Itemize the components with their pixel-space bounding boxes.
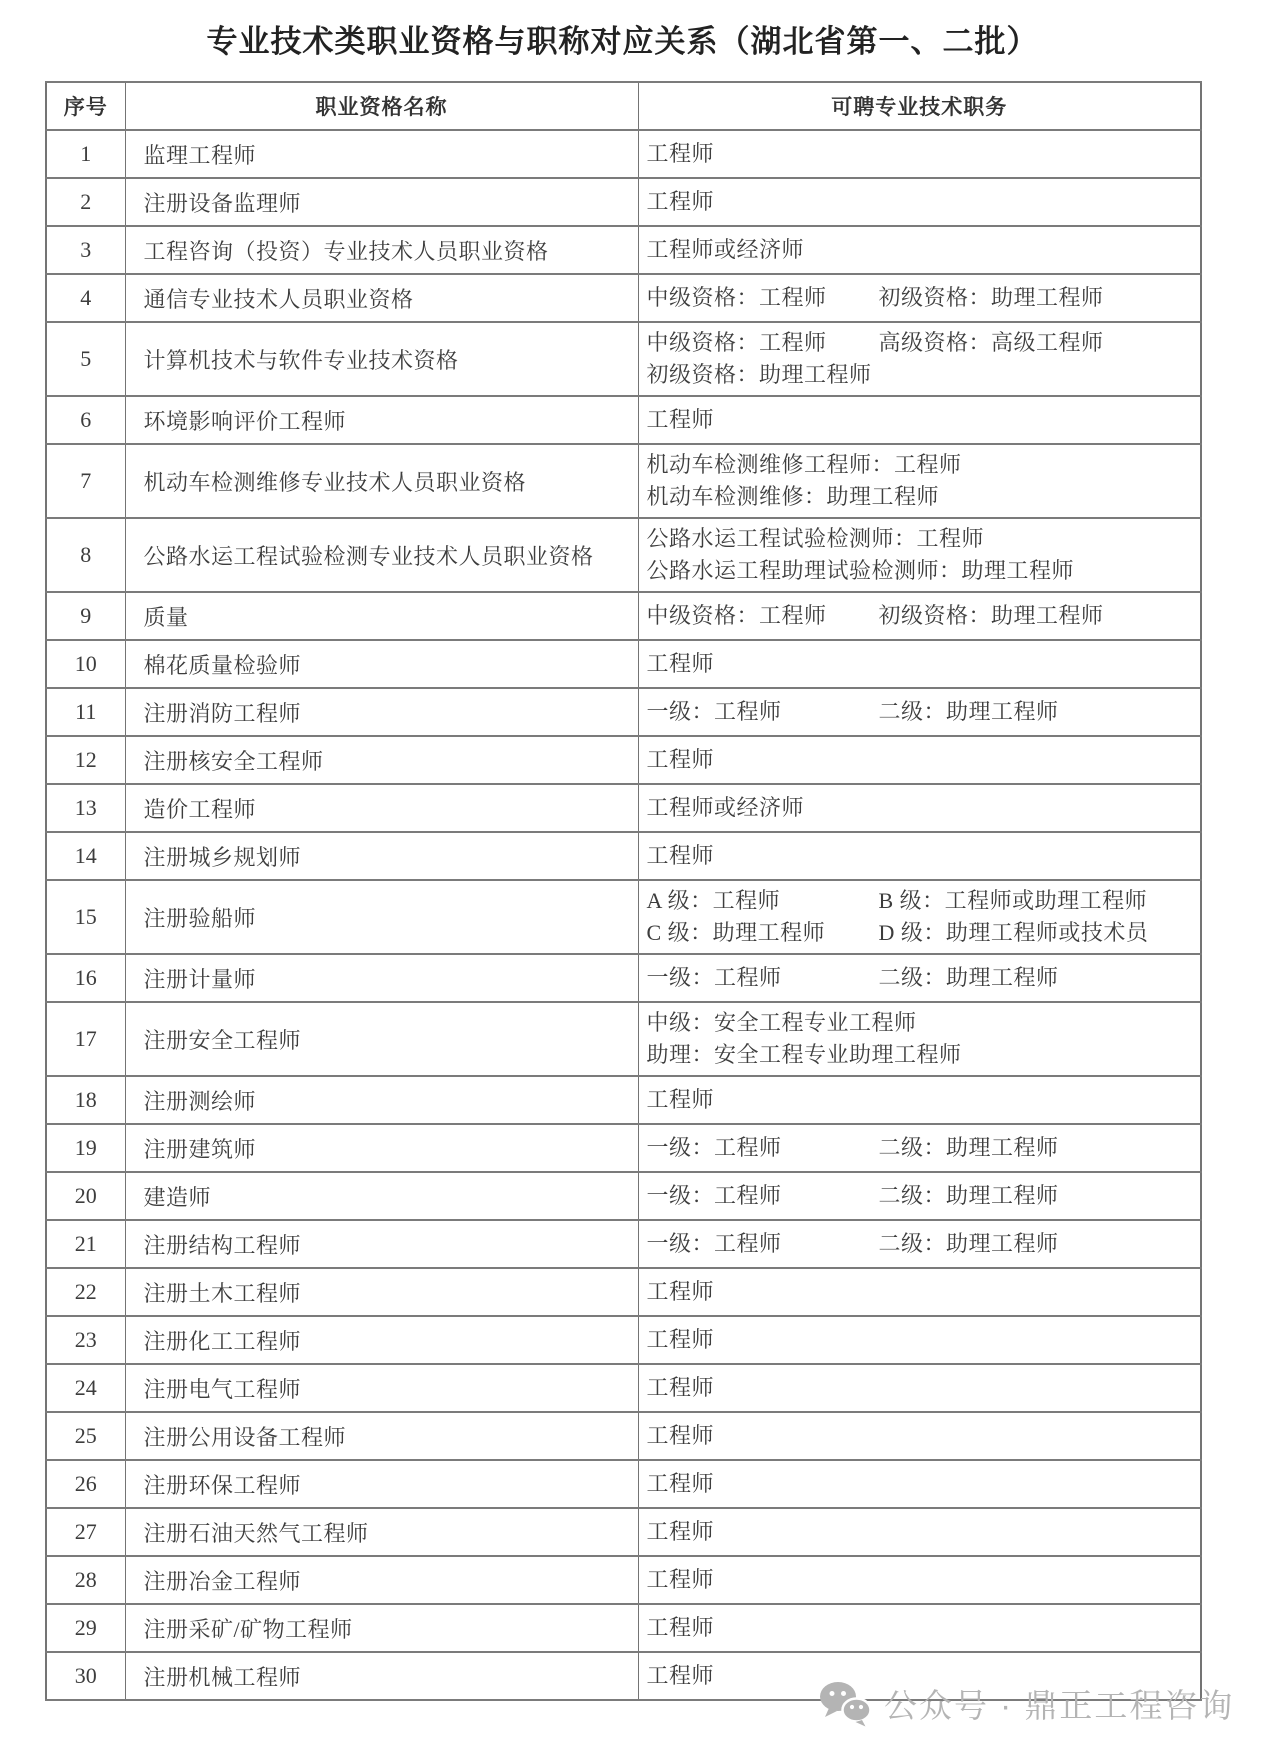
row-serial-number: 14: [46, 832, 125, 880]
titles-line: [647, 744, 1195, 776]
titles-segment: 工程师或经济师: [646, 795, 805, 820]
titles-line: [647, 1420, 1195, 1452]
row-appointable-titles: [638, 1220, 1201, 1268]
row-appointable-titles: [638, 832, 1201, 880]
table-row: [46, 1172, 1201, 1220]
wechat-icon: [818, 1681, 872, 1727]
table-row: [46, 178, 1201, 226]
titles-line: [647, 327, 1195, 359]
row-qualification-name: 注册化工工程师: [125, 1316, 638, 1364]
row-appointable-titles: [638, 274, 1201, 322]
row-appointable-titles: [638, 444, 1201, 518]
titles-line: [647, 792, 1195, 824]
row-serial-number: 20: [46, 1172, 125, 1220]
table-row: [46, 1364, 1201, 1412]
row-appointable-titles: [638, 1460, 1201, 1508]
row-appointable-titles: [638, 784, 1201, 832]
titles-segment: 二级：助理工程师: [878, 965, 1059, 990]
titles-segment: A 级：工程师: [646, 888, 781, 913]
row-serial-number: 29: [46, 1604, 125, 1652]
titles-segment: 工程师: [646, 407, 715, 432]
titles-line: [647, 1084, 1195, 1116]
row-appointable-titles: [638, 736, 1201, 784]
row-appointable-titles: [638, 396, 1201, 444]
row-serial-number: 16: [46, 954, 125, 1002]
watermark: [818, 1680, 1234, 1727]
table-row: [46, 784, 1201, 832]
row-serial-number: 27: [46, 1508, 125, 1556]
titles-segment: 初级资格：助理工程师: [646, 362, 872, 387]
row-appointable-titles: [638, 640, 1201, 688]
titles-segment: 助理：安全工程专业助理工程师: [646, 1042, 962, 1067]
titles-segment: 公路水运工程试验检测师：工程师: [646, 526, 985, 551]
row-serial-number: 8: [46, 518, 125, 592]
table-row: [46, 688, 1201, 736]
row-qualification-name: 注册安全工程师: [125, 1002, 638, 1076]
titles-segment: D 级：助理工程师或技术员: [878, 920, 1149, 945]
titles-line: [647, 404, 1195, 436]
table-row: [46, 880, 1201, 954]
table-row: [46, 1508, 1201, 1556]
table-row: [46, 1002, 1201, 1076]
titles-segment: 二级：助理工程师: [878, 1183, 1059, 1208]
table-row: [46, 1124, 1201, 1172]
titles-segment: 中级：安全工程专业工程师: [646, 1010, 917, 1035]
row-appointable-titles: [638, 1002, 1201, 1076]
row-serial-number: 26: [46, 1460, 125, 1508]
row-appointable-titles: [638, 178, 1201, 226]
row-serial-number: 11: [46, 688, 125, 736]
table-row: [46, 518, 1201, 592]
row-qualification-name: 监理工程师: [125, 130, 638, 178]
titles-segment: 工程师: [646, 1279, 715, 1304]
titles-line: [647, 1276, 1195, 1308]
titles-line: [647, 1612, 1195, 1644]
titles-segment: 初级资格：助理工程师: [878, 285, 1104, 310]
row-appointable-titles: [638, 1316, 1201, 1364]
titles-line: [647, 1039, 1195, 1071]
row-appointable-titles: [638, 1172, 1201, 1220]
table-row: [46, 640, 1201, 688]
titles-segment: B 级：工程师或助理工程师: [878, 888, 1148, 913]
titles-line: [647, 885, 1195, 917]
header-appointable-titles: 可聘专业技术职务: [638, 82, 1201, 130]
table-row: [46, 1604, 1201, 1652]
row-serial-number: 21: [46, 1220, 125, 1268]
titles-segment: 一级：工程师: [646, 1231, 782, 1256]
titles-segment: 工程师: [646, 1375, 715, 1400]
page-title: 专业技术类职业资格与职称对应关系（湖北省第一、二批）: [206, 24, 1039, 59]
row-appointable-titles: [638, 954, 1201, 1002]
row-qualification-name: 注册环保工程师: [125, 1460, 638, 1508]
row-appointable-titles: [638, 1124, 1201, 1172]
row-qualification-name: 注册消防工程师: [125, 688, 638, 736]
row-serial-number: 5: [46, 322, 125, 396]
table-row: [46, 832, 1201, 880]
titles-segment: 机动车检测维修工程师：工程师: [646, 452, 962, 477]
row-qualification-name: 注册核安全工程师: [125, 736, 638, 784]
table-row: [46, 1220, 1201, 1268]
row-serial-number: 30: [46, 1652, 125, 1700]
table-row: [46, 130, 1201, 178]
titles-line: [647, 234, 1195, 266]
row-qualification-name: 计算机技术与软件专业技术资格: [125, 322, 638, 396]
row-qualification-name: 注册城乡规划师: [125, 832, 638, 880]
table-row: [46, 954, 1201, 1002]
titles-line: [647, 523, 1195, 555]
titles-segment: 工程师: [646, 747, 715, 772]
titles-segment: 公路水运工程助理试验检测师：助理工程师: [646, 558, 1075, 583]
row-serial-number: 24: [46, 1364, 125, 1412]
titles-segment: 中级资格：工程师: [646, 285, 827, 310]
titles-line: [647, 1180, 1195, 1212]
titles-segment: 一级：工程师: [646, 965, 782, 990]
titles-segment: 工程师或经济师: [646, 237, 805, 262]
titles-segment: 中级资格：工程师: [646, 603, 827, 628]
titles-line: [647, 840, 1195, 872]
titles-line: [647, 648, 1195, 680]
row-serial-number: 7: [46, 444, 125, 518]
titles-segment: 工程师: [646, 1327, 715, 1352]
row-qualification-name: 注册电气工程师: [125, 1364, 638, 1412]
titles-segment: C 级：助理工程师: [646, 920, 826, 945]
titles-segment: 一级：工程师: [646, 1183, 782, 1208]
row-qualification-name: 注册冶金工程师: [125, 1556, 638, 1604]
table-row: [46, 1076, 1201, 1124]
watermark-text: 公众号 · 鼎正工程咨询: [884, 1687, 1235, 1724]
titles-segment: 二级：助理工程师: [878, 699, 1059, 724]
row-serial-number: 1: [46, 130, 125, 178]
table-row: [46, 736, 1201, 784]
titles-line: [647, 1516, 1195, 1548]
titles-line: [647, 1132, 1195, 1164]
row-appointable-titles: [638, 1556, 1201, 1604]
table-row: [46, 396, 1201, 444]
row-qualification-name: 通信专业技术人员职业资格: [125, 274, 638, 322]
titles-line: [647, 481, 1195, 513]
titles-line: [647, 1324, 1195, 1356]
table-row: [46, 592, 1201, 640]
titles-line: [647, 1564, 1195, 1596]
titles-line: [647, 917, 1195, 949]
table-row: [46, 1460, 1201, 1508]
titles-segment: 中级资格：工程师: [646, 330, 827, 355]
row-qualification-name: 质量: [125, 592, 638, 640]
row-appointable-titles: [638, 688, 1201, 736]
row-qualification-name: 造价工程师: [125, 784, 638, 832]
row-qualification-name: 注册验船师: [125, 880, 638, 954]
row-appointable-titles: [638, 1412, 1201, 1460]
row-appointable-titles: [638, 1076, 1201, 1124]
titles-segment: 高级资格：高级工程师: [878, 330, 1104, 355]
titles-segment: 工程师: [646, 651, 715, 676]
row-serial-number: 4: [46, 274, 125, 322]
titles-line: [647, 138, 1195, 170]
titles-segment: 工程师: [646, 1567, 715, 1592]
row-qualification-name: 工程咨询（投资）专业技术人员职业资格: [125, 226, 638, 274]
row-serial-number: 3: [46, 226, 125, 274]
row-serial-number: 9: [46, 592, 125, 640]
titles-segment: 一级：工程师: [646, 1135, 782, 1160]
row-serial-number: 12: [46, 736, 125, 784]
row-serial-number: 18: [46, 1076, 125, 1124]
table-row: [46, 1268, 1201, 1316]
titles-line: [647, 1228, 1195, 1260]
titles-line: [647, 555, 1195, 587]
titles-segment: 工程师: [646, 1663, 715, 1688]
row-appointable-titles: [638, 130, 1201, 178]
titles-segment: 工程师: [646, 189, 715, 214]
row-qualification-name: 注册公用设备工程师: [125, 1412, 638, 1460]
row-appointable-titles: [638, 322, 1201, 396]
row-qualification-name: 注册设备监理师: [125, 178, 638, 226]
row-serial-number: 22: [46, 1268, 125, 1316]
row-qualification-name: 注册测绘师: [125, 1076, 638, 1124]
row-appointable-titles: [638, 226, 1201, 274]
row-qualification-name: 注册计量师: [125, 954, 638, 1002]
titles-segment: 工程师: [646, 1087, 715, 1112]
row-serial-number: 2: [46, 178, 125, 226]
table-body: [46, 130, 1201, 1700]
row-qualification-name: 棉花质量检验师: [125, 640, 638, 688]
row-serial-number: 17: [46, 1002, 125, 1076]
titles-line: [647, 1007, 1195, 1039]
table-row: [46, 322, 1201, 396]
header-serial-number: 序号: [46, 82, 125, 130]
row-serial-number: 25: [46, 1412, 125, 1460]
row-serial-number: 6: [46, 396, 125, 444]
row-qualification-name: 机动车检测维修专业技术人员职业资格: [125, 444, 638, 518]
table-row: [46, 274, 1201, 322]
titles-line: [647, 1372, 1195, 1404]
row-qualification-name: 建造师: [125, 1172, 638, 1220]
titles-line: [647, 359, 1195, 391]
row-qualification-name: 公路水运工程试验检测专业技术人员职业资格: [125, 518, 638, 592]
table-row: [46, 444, 1201, 518]
table-header: [46, 82, 1201, 130]
titles-segment: 工程师: [646, 843, 715, 868]
row-serial-number: 10: [46, 640, 125, 688]
row-appointable-titles: [638, 518, 1201, 592]
titles-segment: 机动车检测维修：助理工程师: [646, 484, 940, 509]
row-appointable-titles: [638, 1508, 1201, 1556]
titles-segment: 初级资格：助理工程师: [878, 603, 1104, 628]
titles-segment: 工程师: [646, 1471, 715, 1496]
titles-segment: 工程师: [646, 1519, 715, 1544]
row-appointable-titles: [638, 1364, 1201, 1412]
row-appointable-titles: [638, 1268, 1201, 1316]
titles-segment: 二级：助理工程师: [878, 1135, 1059, 1160]
row-serial-number: 19: [46, 1124, 125, 1172]
qualification-table: [45, 81, 1202, 1701]
titles-line: [647, 282, 1195, 314]
titles-line: [647, 449, 1195, 481]
row-appointable-titles: [638, 1604, 1201, 1652]
header-qualification-name: 职业资格名称: [125, 82, 638, 130]
table-row: [46, 226, 1201, 274]
table-row: [46, 1412, 1201, 1460]
titles-segment: 工程师: [646, 1615, 715, 1640]
titles-segment: 工程师: [646, 141, 715, 166]
row-qualification-name: 环境影响评价工程师: [125, 396, 638, 444]
row-qualification-name: 注册结构工程师: [125, 1220, 638, 1268]
titles-line: [647, 1468, 1195, 1500]
titles-segment: 一级：工程师: [646, 699, 782, 724]
row-appointable-titles: [638, 880, 1201, 954]
row-appointable-titles: [638, 592, 1201, 640]
header-row: [46, 82, 1201, 130]
row-serial-number: 23: [46, 1316, 125, 1364]
titles-segment: 工程师: [646, 1423, 715, 1448]
titles-line: [647, 186, 1195, 218]
row-qualification-name: 注册采矿/矿物工程师: [125, 1604, 638, 1652]
row-serial-number: 15: [46, 880, 125, 954]
titles-segment: 二级：助理工程师: [878, 1231, 1059, 1256]
titles-line: [647, 696, 1195, 728]
row-serial-number: 13: [46, 784, 125, 832]
row-qualification-name: 注册建筑师: [125, 1124, 638, 1172]
row-qualification-name: 注册石油天然气工程师: [125, 1508, 638, 1556]
titles-line: [647, 962, 1195, 994]
table-row: [46, 1316, 1201, 1364]
row-qualification-name: 注册土木工程师: [125, 1268, 638, 1316]
row-serial-number: 28: [46, 1556, 125, 1604]
row-qualification-name: 注册机械工程师: [125, 1652, 638, 1700]
table-row: [46, 1556, 1201, 1604]
document-page: [0, 24, 1280, 1724]
titles-line: [647, 600, 1195, 632]
